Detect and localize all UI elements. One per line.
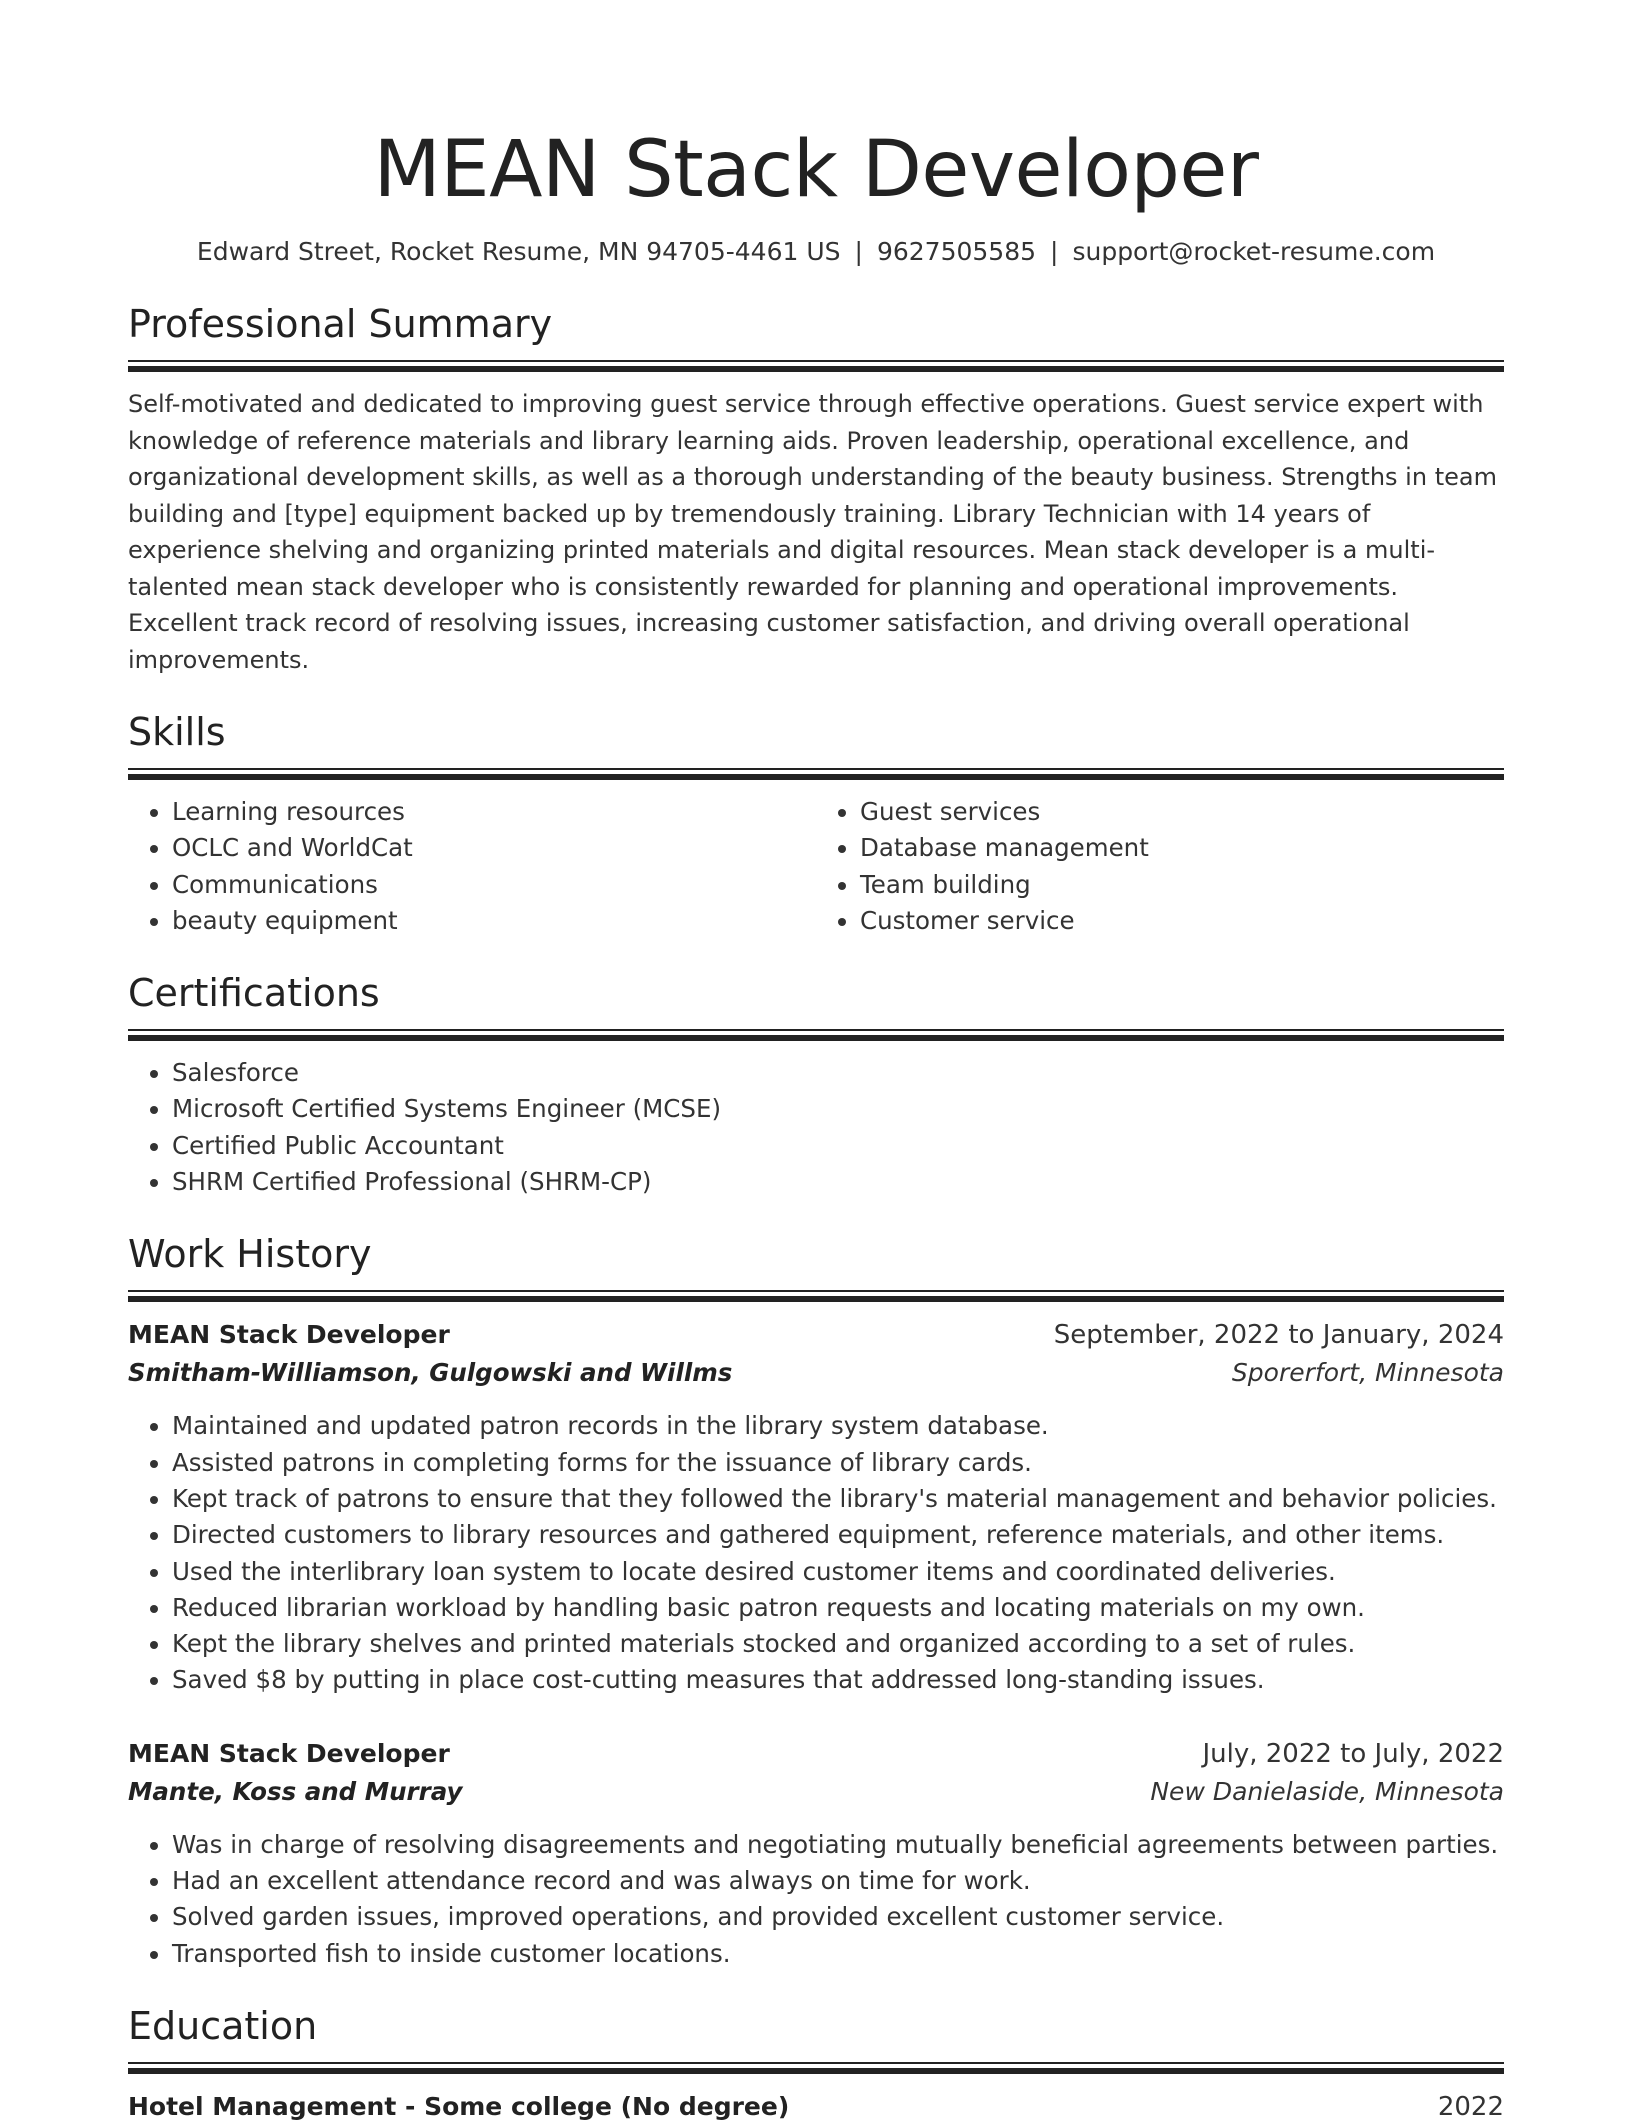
skills-section [128, 706, 1504, 939]
summary-section [128, 298, 1504, 678]
section-title-summary: Professional Summary [128, 302, 553, 346]
work-history-section [128, 1228, 1504, 1972]
skill-item: • Team building [860, 867, 1504, 903]
section-divider [128, 1290, 1504, 1302]
job-bullet: • Had an excellent attendance record and was always on time for work. [172, 1863, 1504, 1899]
section-title-skills: Skills [128, 710, 226, 754]
skills-list-left [128, 794, 816, 939]
education-year: 2022 [1437, 2091, 1504, 2122]
job-bullet: • Maintained and updated patron records in the library system database. [172, 1408, 1504, 1444]
section-divider [128, 360, 1504, 372]
section-title-work: Work History [128, 1232, 372, 1277]
section-divider [128, 2062, 1504, 2074]
resume-page [128, 116, 1504, 2126]
skills-list-right [816, 794, 1504, 939]
job-title: MEAN Stack Developer [128, 1738, 450, 1768]
contact-separator: | [1050, 237, 1059, 266]
education-entry [128, 2088, 1504, 2126]
job-location: Sporerfort, Minnesota [1231, 1358, 1504, 1388]
education-degree: Hotel Management - Some college (No degree) [128, 2091, 790, 2121]
section-divider [128, 1029, 1504, 1041]
job-dates: September, 2022 to January, 2024 [1053, 1320, 1504, 1351]
job-company: Smitham-Williamson, Gulgowski and Willms [128, 1358, 733, 1388]
skill-item: • beauty equipment [172, 903, 816, 939]
certification-item: • Certified Public Accountant [172, 1128, 1504, 1164]
certification-item: • Salesforce [172, 1055, 1504, 1091]
skills-grid [128, 794, 1504, 939]
section-title-education: Education [128, 2003, 318, 2048]
job-location: New Danielaside, Minnesota [1150, 1776, 1504, 1806]
job-company: Mante, Koss and Murray [128, 1776, 463, 1806]
summary-text: Self-motivated and dedicated to improving guest service through effective operations. Guest service expert with knowledge of reference materials and library learning aids. Proven leadership, operational excellence, and organizational development skills, as well as a thorough understanding of the beauty business. Strengths in team building and [type] equipment backed up by tremendously training. Library Technician with 14 years of experience shelving and organizing printed materials and digital resources. Mean stack developer is a multi-talented mean stack developer who is consistently rewarded for planning and operational improvements. Excellent track record of resolving issues, increasing customer satisfaction, and driving overall operational improvements. [128, 390, 1497, 674]
job-title: MEAN Stack Developer [128, 1320, 450, 1350]
job-entry [128, 1316, 1504, 1698]
certification-item: • SHRM Certified Professional (SHRM-CP) [172, 1164, 1504, 1200]
job-bullet: • Transported fish to inside customer locations. [172, 1936, 1504, 1972]
contact-separator: | [854, 237, 863, 266]
certifications-list [128, 1055, 1504, 1200]
job-bullet: • Kept track of patrons to ensure that they followed the library's material management and behavior policies. [172, 1481, 1504, 1517]
skill-item: • Customer service [860, 903, 1504, 939]
section-divider [128, 768, 1504, 780]
job-bullet: • Directed customers to library resources and gathered equipment, reference materials, and other items. [172, 1517, 1504, 1553]
contact-email: support@rocket-resume.com [1072, 237, 1436, 266]
skill-item: • Communications [172, 867, 816, 903]
contact-address: Edward Street, Rocket Resume, MN 94705-4461 US [196, 237, 841, 266]
certification-item: • Microsoft Certified Systems Engineer (MCSE) [172, 1091, 1504, 1127]
skill-item: • Database management [860, 830, 1504, 866]
section-title-certifications: Certifications [128, 971, 380, 1016]
job-bullet: • Reduced librarian workload by handling basic patron requests and locating materials on my own. [172, 1590, 1504, 1626]
education-section [128, 2000, 1504, 2126]
skill-item: • Learning resources [172, 794, 816, 830]
job-dates: July, 2022 to July, 2022 [1202, 1738, 1504, 1769]
job-bullets [128, 1827, 1504, 1972]
job-bullets [128, 1408, 1504, 1698]
job-entry [128, 1735, 1504, 1972]
job-bullet: • Was in charge of resolving disagreements and negotiating mutually beneficial agreements between parties. [172, 1827, 1504, 1863]
job-bullet: • Assisted patrons in completing forms for the issuance of library cards. [172, 1445, 1504, 1481]
certifications-section [128, 967, 1504, 1200]
job-bullet: • Saved $8 by putting in place cost-cutting measures that addressed long-standing issues. [172, 1662, 1504, 1698]
job-bullet: • Solved garden issues, improved operations, and provided excellent customer service. [172, 1899, 1504, 1935]
job-bullet: • Used the interlibrary loan system to locate desired customer items and coordinated deliveries. [172, 1554, 1504, 1590]
job-bullet: • Kept the library shelves and printed materials stocked and organized according to a set of rules. [172, 1626, 1504, 1662]
contact-phone: 9627505585 [876, 237, 1037, 266]
contact-line [128, 234, 1504, 270]
skill-item: • OCLC and WorldCat [172, 830, 816, 866]
skill-item: • Guest services [860, 794, 1504, 830]
resume-title: MEAN Stack Developer [373, 125, 1259, 215]
